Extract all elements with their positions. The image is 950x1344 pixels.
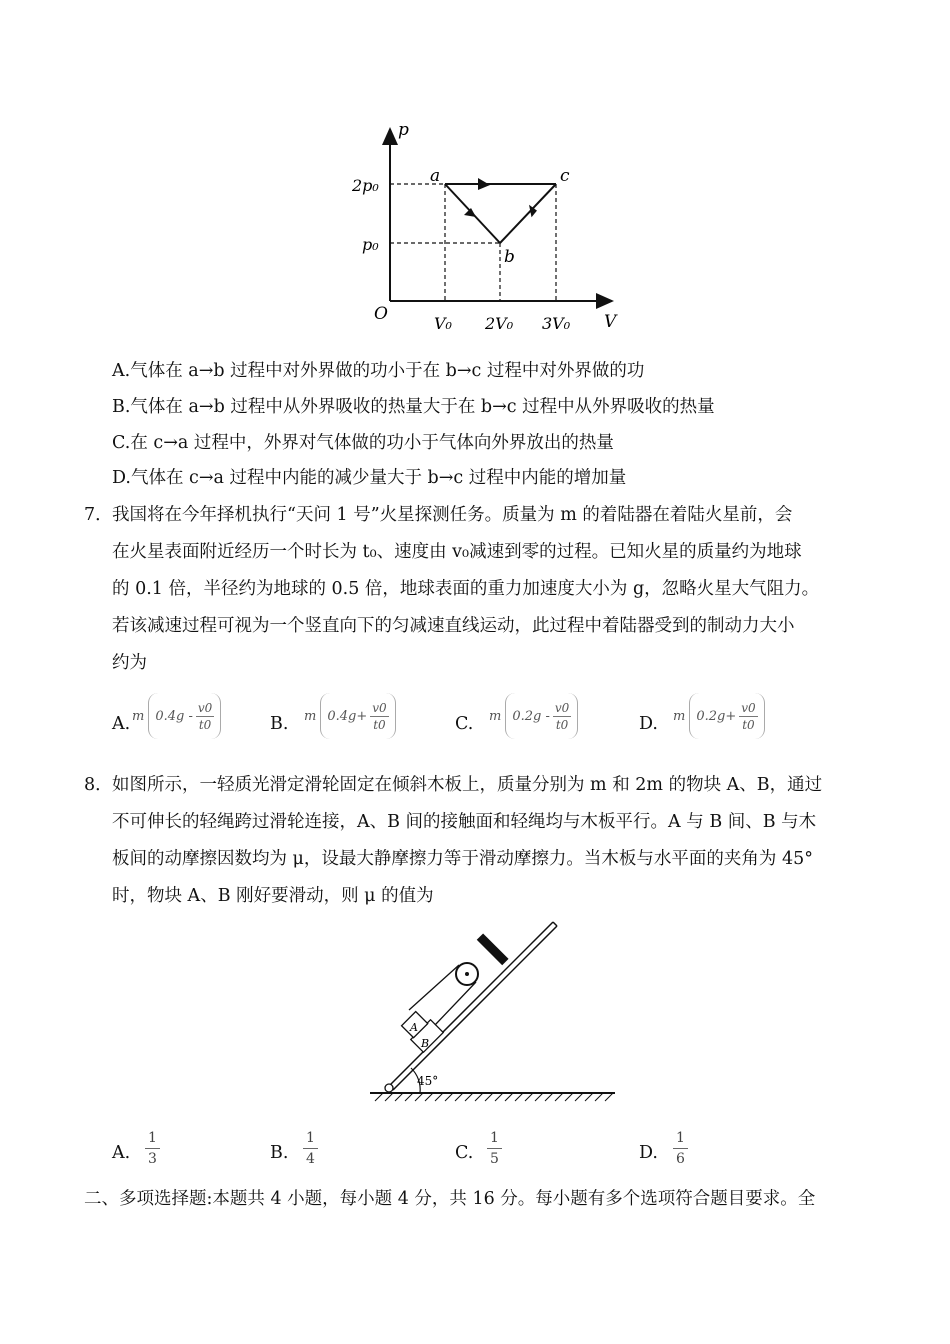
q8-option-a-value: $\frac{1}{3}$ — [145, 1130, 160, 1167]
q8-option-b-label: B. — [270, 1143, 289, 1163]
q8-option-b-value: $\frac{1}{4}$ — [303, 1130, 318, 1167]
q6-option-a: A.气体在 a→b 过程中对外界做的功小于在 b→c 过程中对外界做的功 — [112, 361, 645, 381]
q7-option-c-formula: m 0.2g - $\frac{v0}{t0}$ — [489, 690, 578, 742]
q6-option-c: C.在 c→a 过程中，外界对气体做的功小于气体向外界放出的热量 — [112, 433, 614, 453]
q8-option-c-label: C. — [455, 1143, 474, 1163]
q8-option-a-label: A. — [112, 1143, 131, 1163]
hinge — [385, 1084, 393, 1092]
q7-option-a-label: A. — [112, 714, 131, 734]
y-tick-p0: p₀ — [362, 235, 379, 254]
q7-option-b-formula: m 0.4g+ $\frac{v0}{t0}$ — [304, 690, 396, 742]
x-tick-v0: V₀ — [434, 314, 452, 333]
q7-option-c-label: C. — [455, 714, 474, 734]
q7-text-line: 约为 — [112, 653, 147, 673]
rope-a — [409, 965, 459, 1010]
block-a-label: A — [410, 1021, 418, 1034]
q8-text-line: 如图所示，一轻质光滑定滑轮固定在倾斜木板上，质量分别为 m 和 2m 的物块 A、B，通过 — [112, 775, 823, 795]
y-axis-label: p — [398, 120, 409, 140]
origin-label: O — [374, 304, 388, 324]
q7-option-a-formula: m 0.4g - $\frac{v0}{t0}$ — [132, 690, 221, 742]
q8-option-d-label: D. — [639, 1143, 658, 1163]
q7-option-b-label: B. — [270, 714, 289, 734]
incline-board — [387, 922, 553, 1088]
q7-number: 7． — [84, 505, 113, 525]
q7-text-line: 若该减速过程可视为一个竖直向下的匀减速直线运动，此过程中着陆器受到的制动力大小 — [112, 616, 795, 636]
q6-option-b: B.气体在 a→b 过程中从外界吸收的热量大于在 b→c 过程中从外界吸收的热量 — [112, 397, 715, 417]
q8-option-d-value: $\frac{1}{6}$ — [673, 1130, 688, 1167]
q8-text-line: 时，物块 A、B 刚好要滑动，则 μ 的值为 — [112, 886, 434, 906]
q6-option-d: D.气体在 c→a 过程中内能的减少量大于 b→c 过程中内能的增加量 — [112, 468, 627, 488]
pv-diagram — [350, 115, 630, 345]
q7-text-line: 的 0.1 倍，半径约为地球的 0.5 倍，地球表面的重力加速度大小为 g，忽略火星大气阻力。 — [112, 579, 820, 599]
q8-text-line: 板间的动摩擦因数均为 μ，设最大静摩擦力等于滑动摩擦力。当木板与水平面的夹角为 45° — [112, 849, 814, 869]
y-tick-2p0: 2p₀ — [352, 176, 379, 195]
process-bc — [500, 184, 556, 243]
point-b-label: b — [504, 247, 515, 267]
x-axis-label: V — [604, 312, 617, 332]
x-tick-2v0: 2V₀ — [485, 314, 514, 333]
section-2-heading: 二、多项选择题:本题共 4 小题，每小题 4 分，共 16 分。每小题有多个选项符合题目要求。全 — [84, 1189, 816, 1209]
q7-option-d-label: D. — [639, 714, 658, 734]
q7-option-d-formula: m 0.2g+ $\frac{v0}{t0}$ — [673, 690, 765, 742]
point-c-label: c — [560, 166, 570, 186]
point-a-label: a — [430, 166, 441, 186]
block-b-label: B — [421, 1037, 430, 1050]
angle-label: 45° — [417, 1074, 439, 1088]
pulley-mount — [477, 933, 509, 965]
q7-text-line: 在火星表面附近经历一个时长为 t₀、速度由 v₀减速到零的过程。已知火星的质量约为地球 — [112, 542, 802, 562]
incline-diagram — [365, 915, 625, 1105]
q8-text-line: 不可伸长的轻绳跨过滑轮连接，A、B 间的接触面和轻绳均与木板平行。A 与 B 间、B 与木 — [112, 812, 817, 832]
q8-option-c-value: $\frac{1}{5}$ — [487, 1130, 502, 1167]
q8-number: 8． — [84, 775, 113, 795]
x-tick-3v0: 3V₀ — [542, 314, 571, 333]
q7-text-line: 我国将在今年择机执行“天问 1 号”火星探测任务。质量为 m 的着陆器在着陆火星前，会 — [112, 505, 793, 525]
